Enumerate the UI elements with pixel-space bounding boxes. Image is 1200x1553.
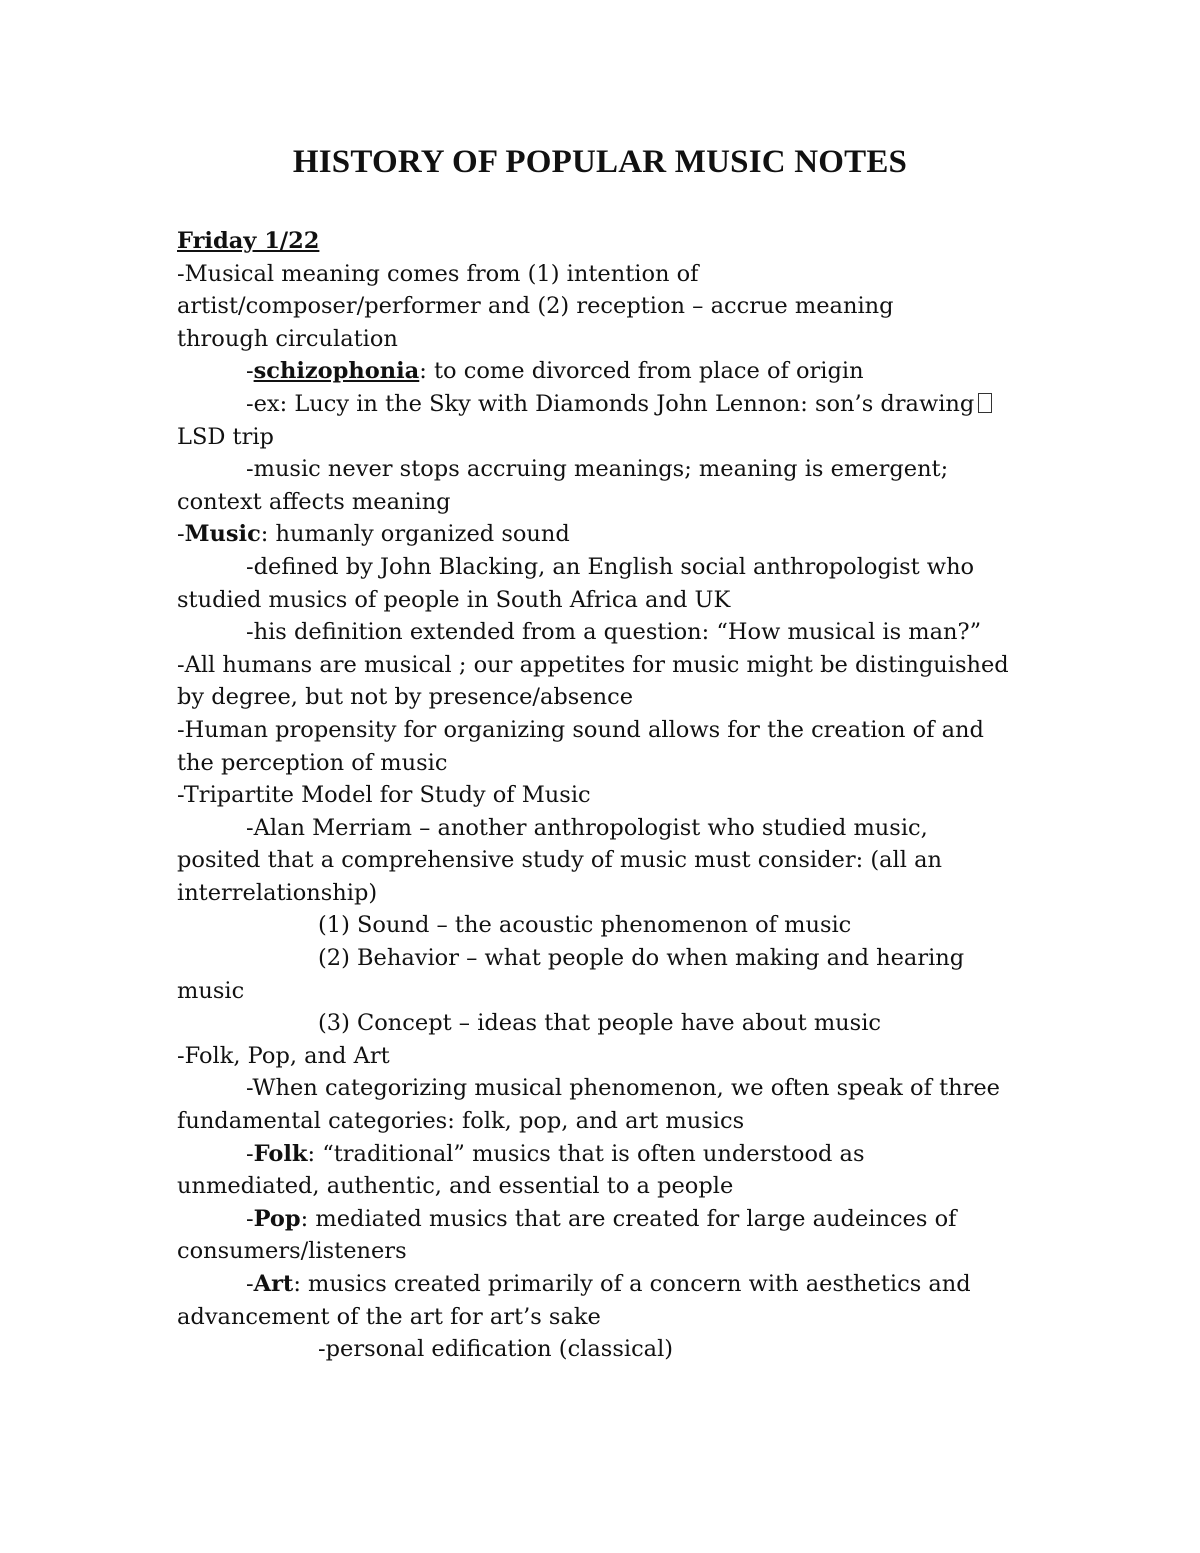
note-line: -music never stops accruing meanings; meaning is emergent; <box>246 456 949 483</box>
note-line: -personal edification (classical) <box>318 1336 674 1363</box>
note-line: LSD trip <box>177 423 274 450</box>
term-art: Art <box>253 1271 294 1297</box>
note-line: by degree, but not by presence/absence <box>177 684 634 711</box>
note-line: the perception of music <box>177 749 448 776</box>
term-pop: Pop <box>253 1205 301 1232</box>
note-line: through circulation <box>177 325 398 352</box>
note-line: advancement of the art for art’s sake <box>177 1303 601 1330</box>
note-line: -ex: Lucy in the Sky with Diamonds John Lennon: son’s drawing <box>177 388 1037 421</box>
notes-body <box>177 225 1037 1366</box>
term-schizophonia: schizophonia <box>253 358 420 385</box>
note-line: unmediated, authentic, and essential to a people <box>177 1173 734 1200</box>
note-line: studied musics of people in South Africa and UK <box>177 586 731 613</box>
note-line: -Musical meaning comes from (1) intention of <box>177 260 699 287</box>
note-line: -Human propensity for organizing sound allows for the creation of and <box>177 716 984 743</box>
note-line: posited that a comprehensive study of music must consider: (all an <box>177 847 942 874</box>
note-line: -All humans are musical ; our appetites for music might be distinguished <box>177 651 1009 678</box>
note-line: (2) Behavior – what people do when making and hearing <box>318 945 965 972</box>
note-line: fundamental categories: folk, pop, and art musics <box>177 1108 745 1135</box>
note-line: artist/composer/performer and (2) reception – accrue meaning <box>177 293 894 320</box>
note-line: -defined by John Blacking, an English social anthropologist who <box>246 553 975 580</box>
note-line: context affects meaning <box>177 488 451 515</box>
note-line: music <box>177 977 245 1004</box>
missing-glyph-icon <box>978 393 992 413</box>
note-line: (1) Sound – the acoustic phenomenon of music <box>318 912 852 939</box>
note-line: -Alan Merriam – another anthropologist who studied music, <box>246 814 928 841</box>
note-line: -When categorizing musical phenomenon, we often speak of three <box>246 1075 1000 1102</box>
note-line: (3) Concept – ideas that people have about music <box>318 1010 881 1037</box>
note-line: -Pop: mediated musics that are created for large audeinces of <box>246 1205 957 1232</box>
note-line: -Tripartite Model for Study of Music <box>177 782 591 809</box>
note-line: interrelationship) <box>177 879 378 906</box>
note-line: -his definition extended from a question: “How musical is man?” <box>246 619 982 646</box>
note-line: -Folk: “traditional” musics that is often understood as <box>246 1140 865 1167</box>
note-line: -Music: humanly organized sound <box>177 521 570 548</box>
note-line: -Art: musics created primarily of a concern with aesthetics and <box>246 1271 971 1297</box>
document-title: HISTORY OF POPULAR MUSIC NOTES <box>292 144 908 180</box>
term-music: Music <box>184 521 261 548</box>
note-line: -schizophonia: to come divorced from place of origin <box>246 358 864 385</box>
note-line: consumers/listeners <box>177 1238 407 1265</box>
date-heading: Friday 1/22 <box>177 228 320 254</box>
term-folk: Folk <box>253 1140 308 1167</box>
note-line: -Folk, Pop, and Art <box>177 1042 390 1069</box>
